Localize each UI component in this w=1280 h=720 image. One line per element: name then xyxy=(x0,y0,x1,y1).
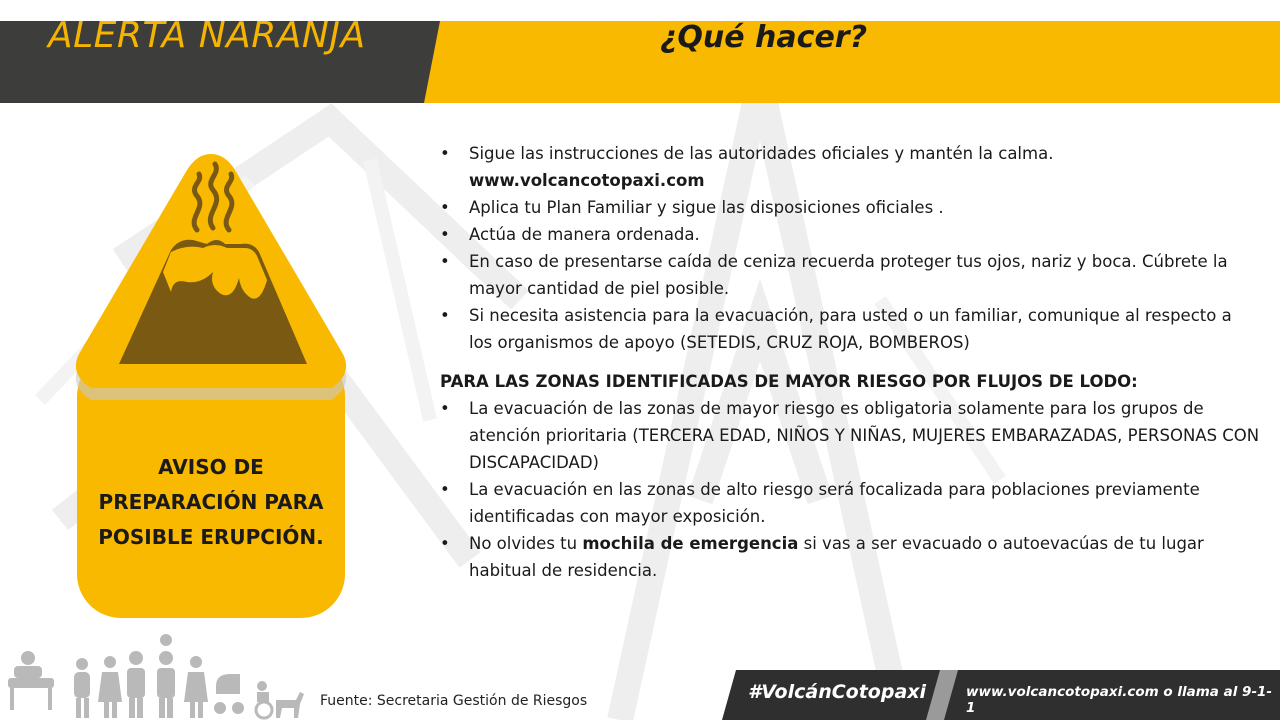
footer-contact: www.volcancotopaxi.com o llama al 9-1-1 xyxy=(966,684,1273,716)
family-silhouettes-icon xyxy=(4,628,304,720)
instructions-list xyxy=(440,140,1260,356)
website-link[interactable]: www.volcancotopaxi.com xyxy=(469,171,705,190)
list-item-text: si vas a ser evacuado o autoevacúas de tu lugar habitual de residencia. xyxy=(469,534,1204,580)
badge-caption-line: PREPARACIÓN PARA xyxy=(98,490,324,514)
hashtag: #VolcánCotopaxi xyxy=(748,681,927,703)
instructions-content xyxy=(440,140,1260,584)
list-item: • Aplica tu Plan Familiar y sigue las disposiciones oficiales . xyxy=(440,194,1260,221)
list-item: • Actúa de manera ordenada. xyxy=(440,221,1260,248)
list-item xyxy=(440,140,1260,194)
emergency-backpack-text: mochila de emergencia xyxy=(582,534,799,553)
badge-caption xyxy=(78,450,344,555)
risk-zones-list xyxy=(440,395,1260,584)
list-item: • La evacuación en las zonas de alto riesgo será focalizada para poblaciones previamente identificadas con mayor exposición. xyxy=(440,476,1260,530)
alert-title: ALERTA NARANJA xyxy=(48,15,366,56)
source-credit: Fuente: Secretaria Gestión de Riesgos xyxy=(320,693,588,709)
badge-caption-line: AVISO DE xyxy=(158,455,264,479)
list-item xyxy=(440,530,1260,584)
list-item-text: Sigue las instrucciones de las autoridades oficiales y mantén la calma. xyxy=(469,144,1054,163)
risk-zones-heading: PARA LAS ZONAS IDENTIFICADAS DE MAYOR RIESGO POR FLUJOS DE LODO: xyxy=(440,372,1138,391)
badge-caption-line: POSIBLE ERUPCIÓN. xyxy=(98,525,324,549)
header-question: ¿Qué hacer? xyxy=(660,20,867,55)
list-item: • En caso de presentarse caída de ceniza recuerda proteger tus ojos, nariz y boca. Cúbrete la mayor cantidad de piel posible. xyxy=(440,248,1260,302)
list-item: • Si necesita asistencia para la evacuación, para usted o un familiar, comunique al respecto a los organismos de apoyo (SETEDIS, CRUZ ROJA, BOMBEROS) xyxy=(440,302,1260,356)
list-item-text: No olvides tu xyxy=(469,534,583,553)
list-item: • La evacuación de las zonas de mayor riesgo es obligatoria solamente para los grupos de atención prioritaria (TERCERA EDAD, NIÑOS Y NIÑAS, MUJERES EMBARAZADAS, PERSONAS CON DISCAPACIDAD) xyxy=(440,395,1260,476)
